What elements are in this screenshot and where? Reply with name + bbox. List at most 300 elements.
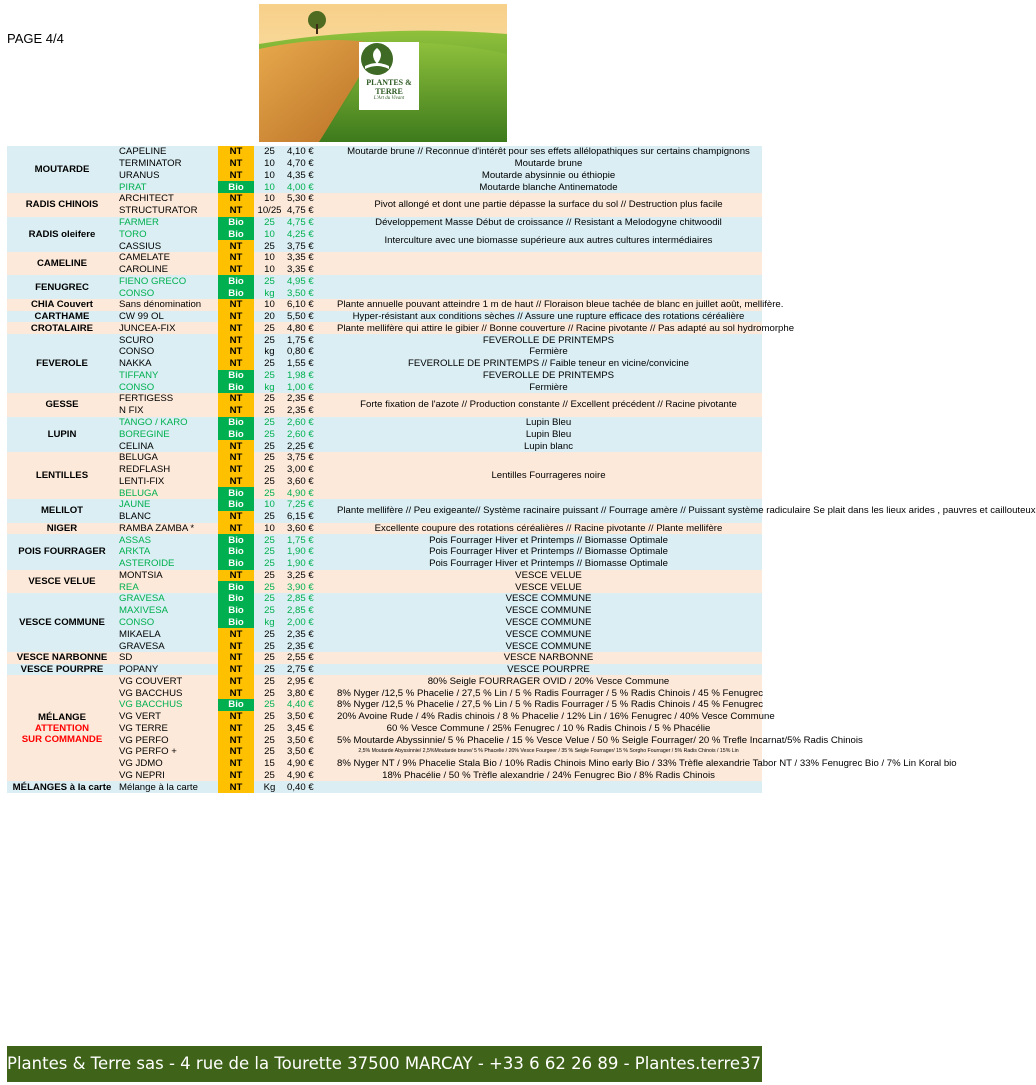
quantity-cell: 10 bbox=[254, 499, 285, 511]
label-badge: NT bbox=[218, 240, 254, 252]
price-cell: 3,45 € bbox=[285, 723, 335, 735]
table-row bbox=[7, 358, 762, 370]
description-cell: FEVEROLLE DE PRINTEMPS // Faible teneur en vicine/convicine bbox=[335, 358, 762, 370]
label-badge: Bio bbox=[218, 370, 254, 382]
label-badge: NT bbox=[218, 675, 254, 687]
quantity-cell: 25 bbox=[254, 570, 285, 582]
quantity-cell: 25 bbox=[254, 652, 285, 664]
quantity-cell: 25 bbox=[254, 699, 285, 711]
label-badge: NT bbox=[218, 640, 254, 652]
table-row bbox=[7, 758, 762, 770]
table-row bbox=[7, 605, 762, 617]
family-cell: LENTILLES bbox=[7, 452, 117, 499]
table-row bbox=[7, 723, 762, 735]
description-cell: Plante mellifère // Peu exigeante// Système racinaire puissant // Fourrage amère // Puissant système radiculaire Se plait dans les lieux arides , pauvres et caillouteux bbox=[335, 499, 762, 523]
variety-name: ARCHITECT bbox=[117, 193, 218, 205]
table-row bbox=[7, 381, 762, 393]
variety-name: CONSO bbox=[117, 287, 218, 299]
description-cell: Lupin Bleu bbox=[335, 417, 762, 429]
label-badge: NT bbox=[218, 264, 254, 276]
description-cell: Pois Fourrager Hiver et Printemps // Biomasse Optimale bbox=[335, 558, 762, 570]
family-cell: FENUGREC bbox=[7, 275, 117, 299]
quantity-cell: 10 bbox=[254, 228, 285, 240]
variety-name: SD bbox=[117, 652, 218, 664]
price-cell: 2,35 € bbox=[285, 393, 335, 405]
variety-name: VG PERFO + bbox=[117, 746, 218, 758]
logo-tagline: L'Art du Vivant bbox=[373, 96, 405, 101]
quantity-cell: 25 bbox=[254, 440, 285, 452]
family-cell: FEVEROLE bbox=[7, 334, 117, 393]
family-name-line: ATTENTION bbox=[34, 722, 90, 734]
quantity-cell: 25 bbox=[254, 558, 285, 570]
quantity-cell: 10 bbox=[254, 170, 285, 182]
family-cell: POIS FOURRAGER bbox=[7, 534, 117, 569]
family-cell: CAMELINE bbox=[7, 252, 117, 276]
table-row bbox=[7, 193, 762, 205]
variety-name: SCURO bbox=[117, 334, 218, 346]
label-badge: NT bbox=[218, 205, 254, 217]
table-row bbox=[7, 417, 762, 429]
quantity-cell: 25 bbox=[254, 452, 285, 464]
label-badge: Bio bbox=[218, 617, 254, 629]
quantity-cell: 25 bbox=[254, 217, 285, 229]
price-cell: 6,15 € bbox=[285, 511, 335, 523]
description-cell: 8% Nyger /12,5 % Phacelie / 27,5 % Lin / 5 % Radis Fourrager / 5 % Radis Chinois / 45 % Fenugrec bbox=[337, 699, 764, 711]
label-badge: Bio bbox=[218, 228, 254, 240]
family-cell: CARTHAME bbox=[7, 311, 117, 323]
family-cell: CROTALAIRE bbox=[7, 322, 117, 334]
label-badge: Bio bbox=[218, 558, 254, 570]
label-badge: NT bbox=[218, 464, 254, 476]
table-row bbox=[7, 252, 762, 264]
price-cell: 3,60 € bbox=[285, 475, 335, 487]
variety-name: RAMBA ZAMBA * bbox=[117, 523, 218, 535]
variety-name: Mélange à la carte bbox=[117, 781, 218, 793]
variety-name: GRAVESA bbox=[117, 640, 218, 652]
variety-name: TANGO / KARO bbox=[117, 417, 218, 429]
variety-name: CONSO bbox=[117, 346, 218, 358]
description-cell: 8% Nyger /12,5 % Phacelie / 27,5 % Lin / 5 % Radis Fourrager / 5 % Radis Chinois / 45 % Fenugrec bbox=[337, 687, 764, 699]
description-cell: 80% Seigle FOURRAGER OVID / 20% Vesce Commune bbox=[335, 675, 762, 687]
quantity-cell: 25 bbox=[254, 475, 285, 487]
variety-name: REA bbox=[117, 581, 218, 593]
price-cell: 4,70 € bbox=[285, 158, 335, 170]
price-cell: 4,75 € bbox=[285, 217, 335, 229]
description-cell: Hyper-résistant aux conditions sèches // Assure une rupture efficace des rotations céréalière bbox=[335, 311, 762, 323]
family-cell: VESCE NARBONNE bbox=[7, 652, 117, 664]
price-cell: 4,90 € bbox=[285, 487, 335, 499]
description-cell: Plante annuelle pouvant atteindre 1 m de haut // Floraison bleue tachée de blanc en juillet août, mellifère. bbox=[337, 299, 784, 311]
quantity-cell: 25 bbox=[254, 370, 285, 382]
quantity-cell: 10 bbox=[254, 181, 285, 193]
description-cell: VESCE POURPRE bbox=[335, 664, 762, 676]
quantity-cell: 25 bbox=[254, 464, 285, 476]
variety-name: REDFLASH bbox=[117, 464, 218, 476]
quantity-cell: 25 bbox=[254, 711, 285, 723]
label-badge: NT bbox=[218, 252, 254, 264]
price-cell: 3,35 € bbox=[285, 252, 335, 264]
quantity-cell: 15 bbox=[254, 758, 285, 770]
variety-name: VG NEPRI bbox=[117, 770, 218, 782]
price-cell: 1,90 € bbox=[285, 546, 335, 558]
price-cell: 7,25 € bbox=[285, 499, 335, 511]
description-cell: 5% Moutarde Abyssinnie/ 5 % Phacelie / 15 % Vesce Velue / 50 % Seigle Fourrager/ 20 % Trefle Incarnat/5% Radis Chinois bbox=[337, 734, 863, 746]
family-cell: CHIA Couvert bbox=[7, 299, 117, 311]
table-row bbox=[7, 499, 762, 511]
variety-name: ASTEROIDE bbox=[117, 558, 218, 570]
quantity-cell: 10 bbox=[254, 193, 285, 205]
variety-name: CAMELATE bbox=[117, 252, 218, 264]
price-cell: 5,50 € bbox=[285, 311, 335, 323]
quantity-cell: 25 bbox=[254, 546, 285, 558]
table-row bbox=[7, 440, 762, 452]
label-badge: NT bbox=[218, 687, 254, 699]
table-row bbox=[7, 770, 762, 782]
description-cell bbox=[335, 781, 762, 793]
family-cell: VESCE VELUE bbox=[7, 570, 117, 594]
variety-name: FERTIGESS bbox=[117, 393, 218, 405]
variety-name: VG BACCHUS bbox=[117, 687, 218, 699]
label-badge: NT bbox=[218, 664, 254, 676]
price-cell: 4,40 € bbox=[285, 699, 335, 711]
price-cell: 4,95 € bbox=[285, 275, 335, 287]
label-badge: NT bbox=[218, 511, 254, 523]
variety-name: VG JDMO bbox=[117, 758, 218, 770]
description-cell: Interculture avec une biomasse supérieure aux autres cultures intermédiaires bbox=[335, 228, 762, 252]
quantity-cell: 25 bbox=[254, 687, 285, 699]
label-badge: Bio bbox=[218, 381, 254, 393]
description-cell: Pois Fourrager Hiver et Printemps // Biomasse Optimale bbox=[335, 546, 762, 558]
table-row bbox=[7, 781, 762, 793]
label-badge: NT bbox=[218, 652, 254, 664]
table-row bbox=[7, 264, 762, 276]
variety-name: VG VERT bbox=[117, 711, 218, 723]
variety-name: GRAVESA bbox=[117, 593, 218, 605]
price-cell: 3,60 € bbox=[285, 523, 335, 535]
variety-name: PIRAT bbox=[117, 181, 218, 193]
logo-brand: PLANTES & TERRE bbox=[366, 78, 412, 96]
variety-name: CAROLINE bbox=[117, 264, 218, 276]
variety-name: VG BACCHUS bbox=[117, 699, 218, 711]
label-badge: NT bbox=[218, 475, 254, 487]
price-cell: 1,98 € bbox=[285, 370, 335, 382]
description-cell: VESCE COMMUNE bbox=[335, 640, 762, 652]
table-row bbox=[7, 687, 762, 699]
variety-name: CONSO bbox=[117, 617, 218, 629]
table-row bbox=[7, 570, 762, 582]
description-cell: Moutarde brune // Reconnue d'intérêt pour ses effets allélopathiques sur certains champignons bbox=[335, 146, 762, 158]
family-name-line: MÉLANGE bbox=[38, 711, 86, 723]
description-cell: FEVEROLLE DE PRINTEMPS bbox=[335, 334, 762, 346]
table-row bbox=[7, 675, 762, 687]
family-cell: GESSE bbox=[7, 393, 117, 417]
label-badge: NT bbox=[218, 146, 254, 158]
description-cell bbox=[335, 252, 762, 264]
price-cell: 4,35 € bbox=[285, 170, 335, 182]
label-badge: NT bbox=[218, 711, 254, 723]
label-badge: Bio bbox=[218, 417, 254, 429]
family-cell: NIGER bbox=[7, 523, 117, 535]
header-image bbox=[259, 4, 507, 142]
description-cell: Plante mellifère qui attire le gibier // Bonne couverture // Racine pivotante // Pas adapté au sol hydromorphe bbox=[337, 322, 795, 334]
table-row bbox=[7, 581, 762, 593]
price-cell: 3,50 € bbox=[285, 746, 335, 758]
quantity-cell: 25 bbox=[254, 734, 285, 746]
price-cell: 0,80 € bbox=[285, 346, 335, 358]
label-badge: NT bbox=[218, 393, 254, 405]
variety-name: VG PERFO bbox=[117, 734, 218, 746]
label-badge: Bio bbox=[218, 534, 254, 546]
label-badge: Bio bbox=[218, 487, 254, 499]
label-badge: Bio bbox=[218, 499, 254, 511]
family-cell: MELILOT bbox=[7, 499, 117, 523]
description-cell: Forte fixation de l'azote // Production constante // Excellent précédent // Racine pivotante bbox=[335, 393, 762, 417]
family-cell: RADIS CHINOIS bbox=[7, 193, 117, 217]
quantity-cell: 10 bbox=[254, 158, 285, 170]
variety-name: NAKKA bbox=[117, 358, 218, 370]
price-cell: 4,80 € bbox=[285, 322, 335, 334]
table-row bbox=[7, 711, 762, 723]
label-badge: Bio bbox=[218, 287, 254, 299]
description-cell: 60 % Vesce Commune / 25% Fenugrec / 10 % Radis Chinois / 5 % Phacélie bbox=[335, 723, 762, 735]
variety-name: BLANC bbox=[117, 511, 218, 523]
quantity-cell: 10 bbox=[254, 264, 285, 276]
description-cell: VESCE COMMUNE bbox=[335, 628, 762, 640]
label-badge: NT bbox=[218, 770, 254, 782]
family-cell: RADIS oleifere bbox=[7, 217, 117, 252]
price-cell: 6,10 € bbox=[285, 299, 335, 311]
label-badge: NT bbox=[218, 734, 254, 746]
quantity-cell: 25 bbox=[254, 746, 285, 758]
variety-name: MONTSIA bbox=[117, 570, 218, 582]
family-cell: LUPIN bbox=[7, 417, 117, 452]
label-badge: NT bbox=[218, 523, 254, 535]
quantity-cell: 25 bbox=[254, 581, 285, 593]
quantity-cell: 20 bbox=[254, 311, 285, 323]
variety-name: MIKAELA bbox=[117, 628, 218, 640]
label-badge: NT bbox=[218, 452, 254, 464]
quantity-cell: kg bbox=[254, 617, 285, 629]
quantity-cell: 10/25 bbox=[254, 205, 285, 217]
variety-name: TIFFANY bbox=[117, 370, 218, 382]
description-cell: VESCE NARBONNE bbox=[335, 652, 762, 664]
label-badge: Bio bbox=[218, 546, 254, 558]
description-cell bbox=[335, 275, 762, 287]
description-cell: 18% Phacélie / 50 % Trèfle alexandrie / 24% Fenugrec Bio / 8% Radis Chinois bbox=[335, 770, 762, 782]
quantity-cell: 25 bbox=[254, 511, 285, 523]
price-cell: 2,35 € bbox=[285, 628, 335, 640]
price-cell: 1,55 € bbox=[285, 358, 335, 370]
price-cell: 1,75 € bbox=[285, 534, 335, 546]
quantity-cell: kg bbox=[254, 287, 285, 299]
description-cell: VESCE COMMUNE bbox=[335, 617, 762, 629]
variety-name: POPANY bbox=[117, 664, 218, 676]
table-row bbox=[7, 628, 762, 640]
label-badge: NT bbox=[218, 299, 254, 311]
variety-name: FARMER bbox=[117, 217, 218, 229]
table-row bbox=[7, 275, 762, 287]
footer-contact: Plantes & Terre sas - 4 rue de la Tourette 37500 MARCAY - +33 6 62 26 89 - Plantes.terre37@gmail.com bbox=[7, 1046, 762, 1082]
description-cell: 2,5% Moutarde Abyssinnie/ 2,5%Moutarde brune/ 5 % Phacelie / 20% Vesce Fourgeer / 35 % Seigle Fourrager/ 15 % Sorgho Fourrager / 5% Radis Chinois / 15% Lin bbox=[335, 746, 762, 758]
table-row bbox=[7, 534, 762, 546]
description-cell: Moutarde abysinnie ou éthiopie bbox=[335, 170, 762, 182]
quantity-cell: 10 bbox=[254, 299, 285, 311]
table-row bbox=[7, 558, 762, 570]
price-cell: 2,95 € bbox=[285, 675, 335, 687]
price-cell: 2,60 € bbox=[285, 417, 335, 429]
quantity-cell: 25 bbox=[254, 664, 285, 676]
description-cell: Moutarde brune bbox=[335, 158, 762, 170]
table-row bbox=[7, 452, 762, 464]
table-row bbox=[7, 181, 762, 193]
quantity-cell: 25 bbox=[254, 487, 285, 499]
price-cell: 2,60 € bbox=[285, 428, 335, 440]
price-cell: 0,40 € bbox=[285, 781, 335, 793]
quantity-cell: 25 bbox=[254, 770, 285, 782]
table-row bbox=[7, 311, 762, 323]
table-row bbox=[7, 287, 762, 299]
variety-name: JAUNE bbox=[117, 499, 218, 511]
quantity-cell: 25 bbox=[254, 275, 285, 287]
table-row bbox=[7, 370, 762, 382]
label-badge: NT bbox=[218, 628, 254, 640]
variety-name: VG COUVERT bbox=[117, 675, 218, 687]
label-badge: Bio bbox=[218, 275, 254, 287]
label-badge: Bio bbox=[218, 699, 254, 711]
quantity-cell: 25 bbox=[254, 240, 285, 252]
variety-name: TERMINATOR bbox=[117, 158, 218, 170]
price-cell: 2,85 € bbox=[285, 593, 335, 605]
label-badge: NT bbox=[218, 746, 254, 758]
variety-name: BELUGA bbox=[117, 487, 218, 499]
table-row bbox=[7, 734, 762, 746]
variety-name: ASSAS bbox=[117, 534, 218, 546]
variety-name: LENTI-FIX bbox=[117, 475, 218, 487]
description-cell: Lentilles Fourrageres noire bbox=[335, 452, 762, 499]
logo-emblem-icon bbox=[359, 42, 395, 76]
variety-name: CW 99 OL bbox=[117, 311, 218, 323]
label-badge: NT bbox=[218, 405, 254, 417]
table-row bbox=[7, 664, 762, 676]
description-cell: 8% Nyger NT / 9% Phacelie Stala Bio / 10% Radis Chinois Mino early Bio / 33% Trèfle alexandrie Tabor NT / 33% Fenugrec Bio / 7% Lin Koral bio bbox=[337, 758, 957, 770]
label-badge: NT bbox=[218, 758, 254, 770]
quantity-cell: 25 bbox=[254, 628, 285, 640]
family-cell: MÉLANGES à la carte bbox=[7, 781, 117, 793]
price-cell: 1,90 € bbox=[285, 558, 335, 570]
table-row bbox=[7, 699, 762, 711]
price-cell: 3,75 € bbox=[285, 240, 335, 252]
variety-name: URANUS bbox=[117, 170, 218, 182]
quantity-cell: 25 bbox=[254, 534, 285, 546]
variety-name: CELINA bbox=[117, 440, 218, 452]
description-cell: Pivot allongé et dont une partie dépasse la surface du sol // Destruction plus facile bbox=[335, 193, 762, 217]
price-cell: 3,50 € bbox=[285, 287, 335, 299]
variety-name: TORO bbox=[117, 228, 218, 240]
price-cell: 3,50 € bbox=[285, 734, 335, 746]
price-cell: 4,00 € bbox=[285, 181, 335, 193]
quantity-cell: 25 bbox=[254, 428, 285, 440]
price-cell: 2,85 € bbox=[285, 605, 335, 617]
price-cell: 3,35 € bbox=[285, 264, 335, 276]
price-cell: 3,90 € bbox=[285, 581, 335, 593]
price-cell: 2,25 € bbox=[285, 440, 335, 452]
table-row bbox=[7, 322, 762, 334]
variety-name: CASSIUS bbox=[117, 240, 218, 252]
label-badge: Bio bbox=[218, 605, 254, 617]
table-row bbox=[7, 652, 762, 664]
description-cell: Excellente coupure des rotations céréalières // Racine pivotante // Plante mellifère bbox=[335, 523, 762, 535]
quantity-cell: 25 bbox=[254, 405, 285, 417]
price-cell: 4,90 € bbox=[285, 770, 335, 782]
quantity-cell: 25 bbox=[254, 640, 285, 652]
description-cell: VESCE COMMUNE bbox=[335, 605, 762, 617]
quantity-cell: 10 bbox=[254, 252, 285, 264]
page-label: PAGE 4/4 bbox=[7, 31, 64, 46]
table-row bbox=[7, 593, 762, 605]
table-row bbox=[7, 617, 762, 629]
description-cell: Moutarde blanche Antinematode bbox=[335, 181, 762, 193]
table-row bbox=[7, 334, 762, 346]
family-cell: MOUTARDE bbox=[7, 146, 117, 193]
price-cell: 1,75 € bbox=[285, 334, 335, 346]
price-cell: 2,75 € bbox=[285, 664, 335, 676]
quantity-cell: Kg bbox=[254, 781, 285, 793]
description-cell bbox=[335, 264, 762, 276]
description-cell: Fermière bbox=[335, 346, 762, 358]
variety-name: ARKTA bbox=[117, 546, 218, 558]
quantity-cell: 25 bbox=[254, 605, 285, 617]
price-cell: 2,55 € bbox=[285, 652, 335, 664]
quantity-cell: 25 bbox=[254, 334, 285, 346]
variety-name: CAPELINE bbox=[117, 146, 218, 158]
variety-name: MAXIVESA bbox=[117, 605, 218, 617]
label-badge: NT bbox=[218, 440, 254, 452]
quantity-cell: 25 bbox=[254, 417, 285, 429]
table-row bbox=[7, 228, 762, 240]
variety-name: N FIX bbox=[117, 405, 218, 417]
description-cell bbox=[335, 287, 762, 299]
variety-name: FIENO GRECO bbox=[117, 275, 218, 287]
price-cell: 4,25 € bbox=[285, 228, 335, 240]
variety-name: BELUGA bbox=[117, 452, 218, 464]
label-badge: NT bbox=[218, 781, 254, 793]
table-row bbox=[7, 158, 762, 170]
label-badge: Bio bbox=[218, 581, 254, 593]
table-row bbox=[7, 546, 762, 558]
label-badge: NT bbox=[218, 322, 254, 334]
label-badge: NT bbox=[218, 193, 254, 205]
table-row bbox=[7, 217, 762, 229]
description-cell: 20% Avoine Rude / 4% Radis chinois / 8 % Phacelie / 12% Lin / 16% Fenugrec / 40% Vesce Commune bbox=[337, 711, 775, 723]
label-badge: Bio bbox=[218, 593, 254, 605]
price-cell: 1,00 € bbox=[285, 381, 335, 393]
quantity-cell: 25 bbox=[254, 593, 285, 605]
variety-name: STRUCTURATOR bbox=[117, 205, 218, 217]
variety-name: CONSO bbox=[117, 381, 218, 393]
price-cell: 2,35 € bbox=[285, 405, 335, 417]
label-badge: NT bbox=[218, 570, 254, 582]
family-name-line: SUR COMMANDE bbox=[21, 733, 103, 745]
label-badge: NT bbox=[218, 170, 254, 182]
description-cell: VESCE VELUE bbox=[335, 570, 762, 582]
label-badge: NT bbox=[218, 311, 254, 323]
description-cell: Lupin blanc bbox=[335, 440, 762, 452]
description-cell: VESCE VELUE bbox=[335, 581, 762, 593]
label-badge: Bio bbox=[218, 428, 254, 440]
description-cell: FEVEROLLE DE PRINTEMPS bbox=[335, 370, 762, 382]
price-cell: 3,25 € bbox=[285, 570, 335, 582]
description-cell: Développement Masse Début de croissance // Resistant a Melodogyne chitwoodil bbox=[335, 217, 762, 229]
